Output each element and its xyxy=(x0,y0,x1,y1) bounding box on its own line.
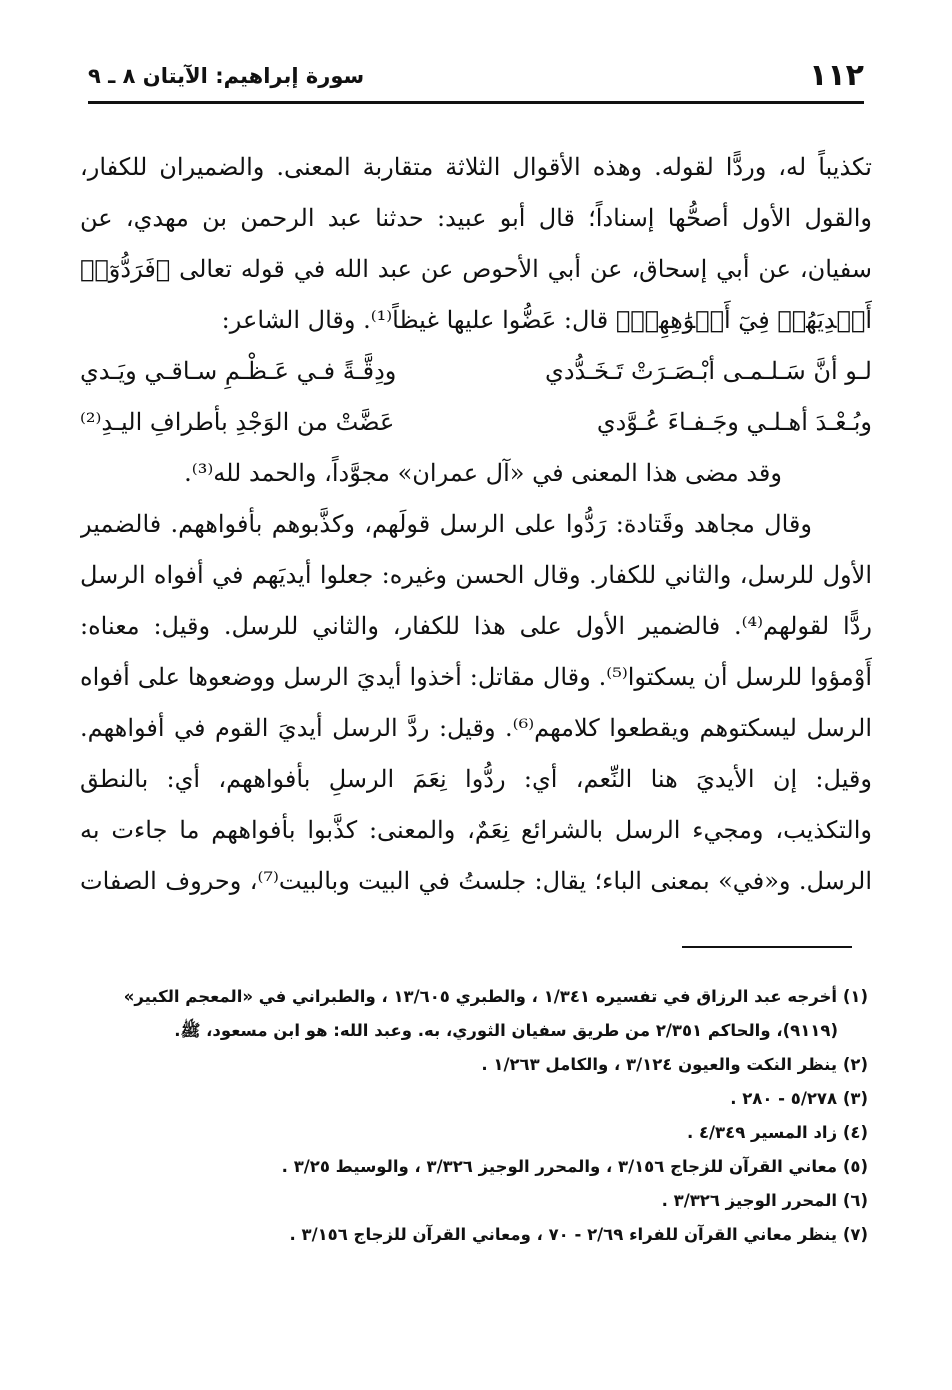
footnote-5: (٥) معاني القرآن للزجاج ٣/١٥٦ ، والمحرر الوجيز ٣/٣٢٦ ، والوسيط ٣/٢٥ . xyxy=(281,1157,868,1176)
footnotes xyxy=(84,980,868,1252)
main-text xyxy=(80,142,872,907)
poetry-verse-2 xyxy=(80,397,872,448)
text-line: الرسل ليسكتوهم ويقطعوا كلامهم⁽⁶⁾. وقيل: ردَّ الرسل أيديَ القوم في أفواههم. xyxy=(80,714,872,742)
text-line: والتكذيب، ومجيء الرسل بالشرائع نِعَمٌ، والمعنى: كذَّبوا بأفواههم ما جاءت به xyxy=(80,816,872,844)
verse-hemistich-first: لـو أنَّ سَـلـمـى أبْـصَـرَتْ تَـخَـدُّدي xyxy=(545,357,872,385)
text-line: ردًّا لقولهم⁽⁴⁾. فالضمير الأول على هذا للكفار، والثاني للرسل. وقيل: معناه: xyxy=(80,612,872,640)
text-line: الأول للرسل، والثاني للكفار. وقال الحسن وغيره: جعلوا أيديَهم في أفواه الرسل xyxy=(80,561,872,589)
text-line: سفيان، عن أبي إسحاق، عن أبي الأحوص عن عبد الله في قوله تعالى ﴿فَرَدُّوٓا۟ xyxy=(80,255,872,283)
footnote-divider xyxy=(682,946,852,948)
footnote-2: (٢) ينظر النكت والعيون ٣/١٢٤ ، والكامل ١/٢٦٣ . xyxy=(481,1055,868,1074)
footnote-1-continued: (٩١١٩)، والحاكم ٢/٣٥١ من طريق سفيان الثوري، به. وعبد الله: هو ابن مسعود، ﷺ. xyxy=(174,1021,838,1040)
footnote-7: (٧) ينظر معاني القرآن للفراء ٢/٦٩ - ٧٠ ، ومعاني القرآن للزجاج ٣/١٥٦ . xyxy=(289,1225,868,1244)
footnote-4: (٤) زاد المسير ٤/٣٤٩ . xyxy=(686,1123,868,1142)
text-line: تكذيباً له، وردًّا لقوله. وهذه الأقوال الثلاثة متقاربة المعنى. والضميران للكفار، xyxy=(80,153,872,181)
verse-hemistich-second: ودِقَّـةً فـي عَـظْـمِ سـاقـي ويَـدي xyxy=(80,357,397,385)
running-header xyxy=(88,58,864,106)
text-line: أَيۡدِيَهُمۡ فِيٓ أَفۡوَٰهِهِمۡ﴾ قال: عَضُّوا عليها غيظاً⁽¹⁾. وقال الشاعر: xyxy=(221,306,872,334)
verse-hemistich-second: عَضَّتْ من الوَجْدِ بأطرافِ اليـدِ⁽²⁾ xyxy=(80,408,395,436)
text-line: أَوْمؤوا للرسل أن يسكتوا⁽⁵⁾. وقال مقاتل: أخذوا أيديَ الرسل ووضعوها على أفواه xyxy=(80,663,872,691)
page-number: ١١٢ xyxy=(809,58,864,93)
footnote-1: (١) أخرجه عبد الرزاق في تفسيره ١/٣٤١ ، والطبري ١٣/٦٠٥ ، والطبراني في «المعجم الكبير» xyxy=(123,987,868,1006)
text-line: الرسل. و«في» بمعنى الباء؛ يقال: جلستُ في البيت وبالبيت⁽⁷⁾، وحروف الصفات xyxy=(80,867,872,895)
surah-title: سورة إبراهيم: الآيتان ٨ ـ ٩ xyxy=(88,64,365,88)
text-line: والقول الأول أصحُّها إسناداً؛ قال أبو عبيد: حدثنا عبد الرحمن بن مهدي، عن xyxy=(80,204,872,232)
header-rule xyxy=(88,101,864,104)
footnote-6: (٦) المحرر الوجيز ٣/٣٢٦ . xyxy=(661,1191,868,1210)
text-line: وقد مضى هذا المعنى في «آل عمران» مجوَّداً، والحمد لله⁽³⁾. xyxy=(184,459,782,487)
verse-hemistich-first: وبُـعْـدَ أهـلـي وجَـفـاءَ عُـوَّدي xyxy=(596,408,872,436)
poetry-verse-1 xyxy=(80,346,872,397)
footnote-3: (٣) ٥/٢٧٨ - ٢٨٠ . xyxy=(730,1089,868,1108)
text-line: وقيل: إن الأيديَ هنا النِّعم، أي: ردُّوا نِعَمَ الرسلِ بأفواههم، أي: بالنطق xyxy=(80,765,872,793)
paragraph-first-line: وقال مجاهد وقَتادة: رَدُّوا على الرسل قولَهم، وكذَّبوهم بأفواههم. فالضمير xyxy=(80,510,812,538)
